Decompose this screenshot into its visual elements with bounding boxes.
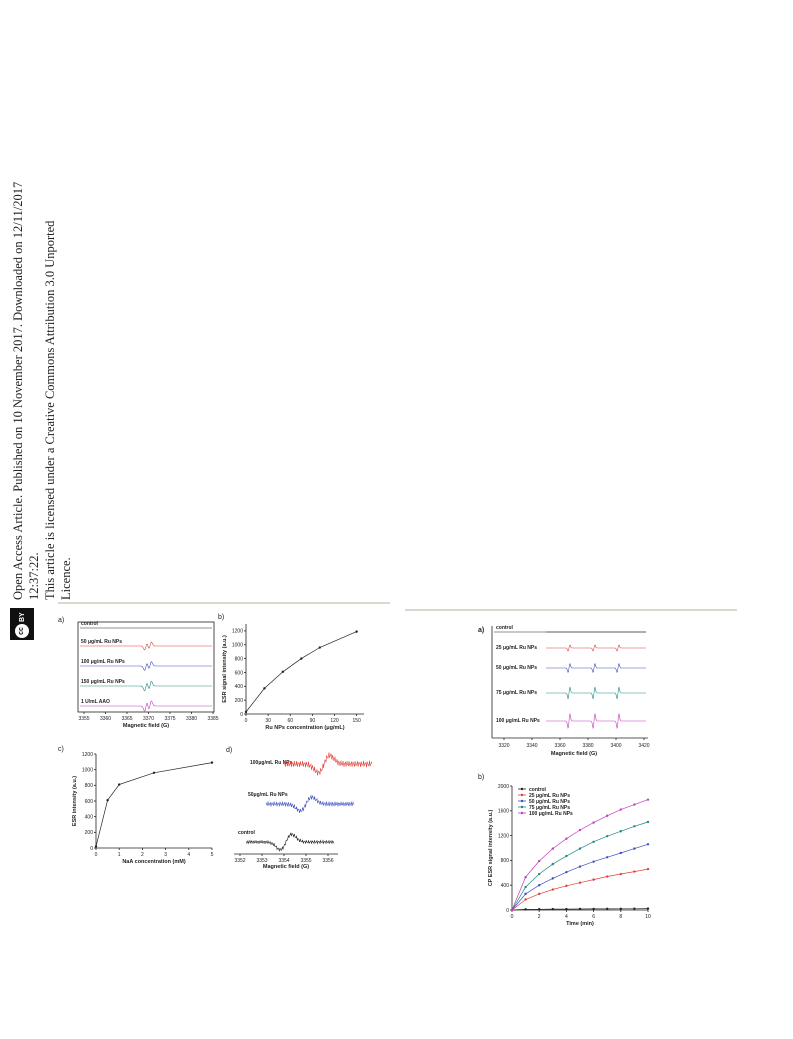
data-point	[647, 821, 649, 823]
data-point	[620, 830, 622, 832]
y-tick-label: 600	[84, 798, 93, 805]
y-axis-label: ESR intensity (a.u.)	[72, 775, 78, 827]
figure-left-panel-a	[58, 616, 218, 728]
data-point	[633, 870, 635, 872]
panel-label: b)	[218, 614, 225, 621]
x-tick-label: 3360	[554, 743, 566, 749]
x-tick-label: 30	[265, 718, 271, 724]
y-axis-label: CP ESR signal intensity (a.u.)	[488, 809, 494, 887]
data-point	[620, 852, 622, 854]
y-tick-label: 400	[500, 883, 509, 889]
x-tick-label: 3360	[99, 716, 112, 722]
x-tick-label: 120	[330, 718, 339, 724]
data-point	[524, 898, 526, 900]
trace-label: 100 μg/mL Ru NPs	[496, 718, 540, 724]
legend-entry: control	[529, 786, 546, 793]
x-tick-label: 60	[287, 718, 294, 724]
data-point	[592, 908, 594, 910]
y-tick-label: 600	[234, 670, 243, 677]
data-point	[565, 855, 567, 857]
panel-label-a: a)	[478, 627, 485, 634]
x-tick-label: 6	[592, 914, 595, 920]
x-axis-label: Ru NPs concentration (μg/mL)	[265, 725, 345, 731]
data-point	[552, 863, 554, 865]
esr-trace	[546, 687, 646, 698]
x-tick-label: 3380	[582, 743, 594, 749]
y-tick-label: 1600	[497, 808, 509, 815]
data-point	[579, 829, 581, 831]
data-point	[647, 868, 649, 870]
y-tick-label: 400	[234, 684, 243, 691]
data-point	[579, 882, 581, 884]
data-point	[245, 711, 247, 713]
trace-label: 1 U/mL AAO	[81, 699, 110, 705]
x-axis-label: Time (min)	[566, 921, 594, 927]
data-point	[647, 798, 649, 800]
esr-trace	[546, 714, 646, 728]
data-point	[592, 821, 594, 823]
data-point	[524, 893, 526, 895]
data-point	[118, 783, 120, 785]
panel-label-a: a)	[58, 617, 65, 624]
data-point	[552, 908, 554, 910]
data-point	[647, 843, 649, 845]
data-point	[606, 875, 608, 877]
x-tick-label: 0	[244, 718, 248, 724]
x-tick-label: 150	[352, 718, 361, 724]
data-point	[300, 657, 302, 659]
y-tick-label: 0	[240, 711, 243, 718]
notice-line-2[interactable]: This article is licensed under a Creative Commons Attribution 3.0 Unported Licence.	[43, 220, 73, 600]
data-point	[319, 646, 321, 648]
figure-left-panel-b	[218, 612, 378, 734]
y-tick-label: 200	[234, 697, 243, 704]
x-tick-label: 3400	[610, 743, 622, 749]
y-tick-label: 1000	[81, 767, 93, 774]
data-point	[552, 847, 554, 849]
y-tick-label: 200	[84, 830, 93, 837]
y-axis-label: ESR signal intensity (a.u.)	[222, 635, 228, 703]
data-point	[565, 908, 567, 910]
data-point	[538, 873, 540, 875]
data-point	[565, 885, 567, 887]
x-tick-label: 3354	[278, 858, 290, 864]
data-point	[355, 630, 357, 632]
data-point	[95, 845, 97, 847]
x-axis-label: Magnetic field (G)	[122, 723, 170, 729]
esr-trace	[246, 833, 334, 851]
series-line	[246, 632, 357, 712]
notice-line-1: Open Access Article. Published on 10 November 2017. Downloaded on 12/11/2017 12:37:22.	[11, 181, 41, 600]
legend-entry: 75 μg/mL Ru NPs	[529, 804, 571, 811]
trace-label: 50 μg/mL Ru NPs	[496, 665, 538, 671]
x-axis-label: NaA concentration (mM)	[122, 859, 186, 865]
data-point	[606, 815, 608, 817]
trace-label: 50μg/mL Ru NPs	[248, 792, 288, 798]
data-point	[606, 856, 608, 858]
data-point	[106, 799, 108, 801]
legend-entry: 25 μg/mL Ru NPs	[529, 792, 571, 799]
open-access-notice	[10, 180, 73, 600]
panel-label: c)	[58, 746, 64, 753]
x-tick-label: 1	[117, 852, 121, 858]
panel-label-d: d)	[226, 747, 233, 754]
trace-label: 100 μg/mL Ru NPs	[81, 659, 125, 665]
figure-right-panel-a	[478, 622, 662, 758]
data-point	[538, 860, 540, 862]
x-tick-label: 3380	[185, 716, 198, 722]
x-tick-label: 3370	[142, 716, 155, 722]
data-point	[647, 907, 649, 909]
data-point	[620, 808, 622, 810]
y-tick-label: 800	[500, 858, 509, 865]
data-point	[633, 847, 635, 849]
data-point	[524, 908, 526, 910]
y-tick-label: 1200	[81, 751, 93, 758]
trace-label: control	[496, 625, 513, 631]
data-point	[282, 671, 284, 673]
cc-logo-icon: cc	[15, 624, 29, 638]
x-tick-label: 2	[141, 852, 144, 858]
esr-trace	[546, 664, 646, 673]
x-tick-label: 4	[565, 914, 568, 920]
by-label: BY	[18, 612, 26, 622]
y-tick-label: 1200	[497, 833, 509, 840]
esr-trace	[546, 645, 646, 651]
data-point	[538, 893, 540, 895]
data-point	[211, 761, 213, 763]
figure-left-panel-d	[226, 744, 382, 868]
cc-by-license-icon[interactable]	[10, 608, 34, 640]
data-point	[579, 847, 581, 849]
y-tick-label: 800	[84, 783, 93, 790]
trace-label: 50 μg/mL Ru NPs	[81, 639, 123, 645]
x-tick-label: 3365	[121, 716, 133, 722]
trace-label: 75 μg/mL Ru NPs	[496, 690, 538, 696]
trace-label: 150 μg/mL Ru NPs	[81, 679, 125, 685]
y-tick-label: 1000	[231, 642, 243, 649]
legend-marker	[521, 800, 523, 802]
esr-trace	[284, 752, 372, 775]
y-tick-label: 400	[84, 814, 93, 821]
data-point	[565, 871, 567, 873]
trace-label: control	[238, 830, 255, 836]
trace-label: control	[81, 621, 98, 627]
data-point	[565, 838, 567, 840]
x-tick-label: 8	[619, 914, 623, 920]
data-point	[620, 908, 622, 910]
esr-trace	[266, 796, 354, 813]
data-point	[579, 865, 581, 867]
x-axis-label: Magnetic field (G)	[550, 751, 598, 757]
legend-entry: 100 μg/mL Ru NPs	[529, 810, 573, 817]
x-tick-label: 3356	[322, 858, 334, 864]
data-point	[552, 888, 554, 890]
legend-entry: 50 μg/mL Ru NPs	[529, 798, 571, 805]
data-point	[592, 841, 594, 843]
data-point	[633, 825, 635, 827]
data-point	[153, 772, 155, 774]
data-point	[524, 886, 526, 888]
panel-label: b)	[478, 774, 485, 781]
x-tick-label: 10	[645, 914, 651, 920]
x-tick-label: 3355	[300, 858, 312, 864]
data-point	[606, 908, 608, 910]
x-tick-label: 0	[510, 914, 514, 920]
x-tick-label: 0	[94, 852, 98, 858]
legend-marker	[521, 812, 523, 814]
data-point	[538, 884, 540, 886]
left-column-rule	[58, 602, 390, 604]
y-tick-label: 1200	[231, 628, 243, 635]
data-point	[579, 908, 581, 910]
data-point	[592, 860, 594, 862]
data-point	[633, 803, 635, 805]
legend-marker	[521, 806, 523, 808]
right-column-rule	[405, 609, 737, 611]
series-line	[512, 844, 648, 910]
x-tick-label: 3355	[78, 716, 90, 722]
x-tick-label: 3320	[498, 743, 510, 749]
x-tick-label: 4	[187, 852, 191, 858]
y-tick-label: 2000	[497, 783, 509, 790]
x-axis-label: Magnetic field (G)	[262, 864, 310, 870]
data-point	[511, 909, 513, 911]
x-tick-label: 2	[537, 914, 541, 920]
data-point	[633, 908, 635, 910]
trace-label: 25 μg/mL Ru NPs	[496, 645, 538, 651]
data-point	[606, 835, 608, 837]
y-tick-label: 800	[234, 656, 243, 663]
data-point	[263, 687, 265, 689]
data-point	[524, 876, 526, 878]
x-tick-label: 3420	[638, 743, 650, 749]
series-line	[96, 763, 212, 847]
data-point	[592, 878, 594, 880]
trace-label: 100μg/mL Ru NPs	[250, 760, 293, 766]
y-tick-label: 0	[506, 907, 509, 914]
y-tick-label: 0	[90, 845, 93, 852]
x-tick-label: 3375	[164, 716, 176, 722]
legend-marker	[521, 794, 523, 796]
x-tick-label: 3	[164, 852, 167, 858]
legend-marker	[521, 788, 523, 790]
data-point	[620, 873, 622, 875]
x-tick-label: 90	[309, 718, 316, 724]
x-tick-label: 3340	[526, 743, 538, 749]
data-point	[552, 877, 554, 879]
x-tick-label: 3352	[234, 858, 246, 864]
figure-left-panel-c	[58, 744, 218, 868]
x-tick-label: 3353	[256, 858, 268, 864]
x-tick-label: 5	[210, 852, 214, 858]
data-point	[538, 908, 540, 910]
x-tick-label: 3385	[207, 716, 219, 722]
figure-right-panel-b	[478, 772, 662, 938]
